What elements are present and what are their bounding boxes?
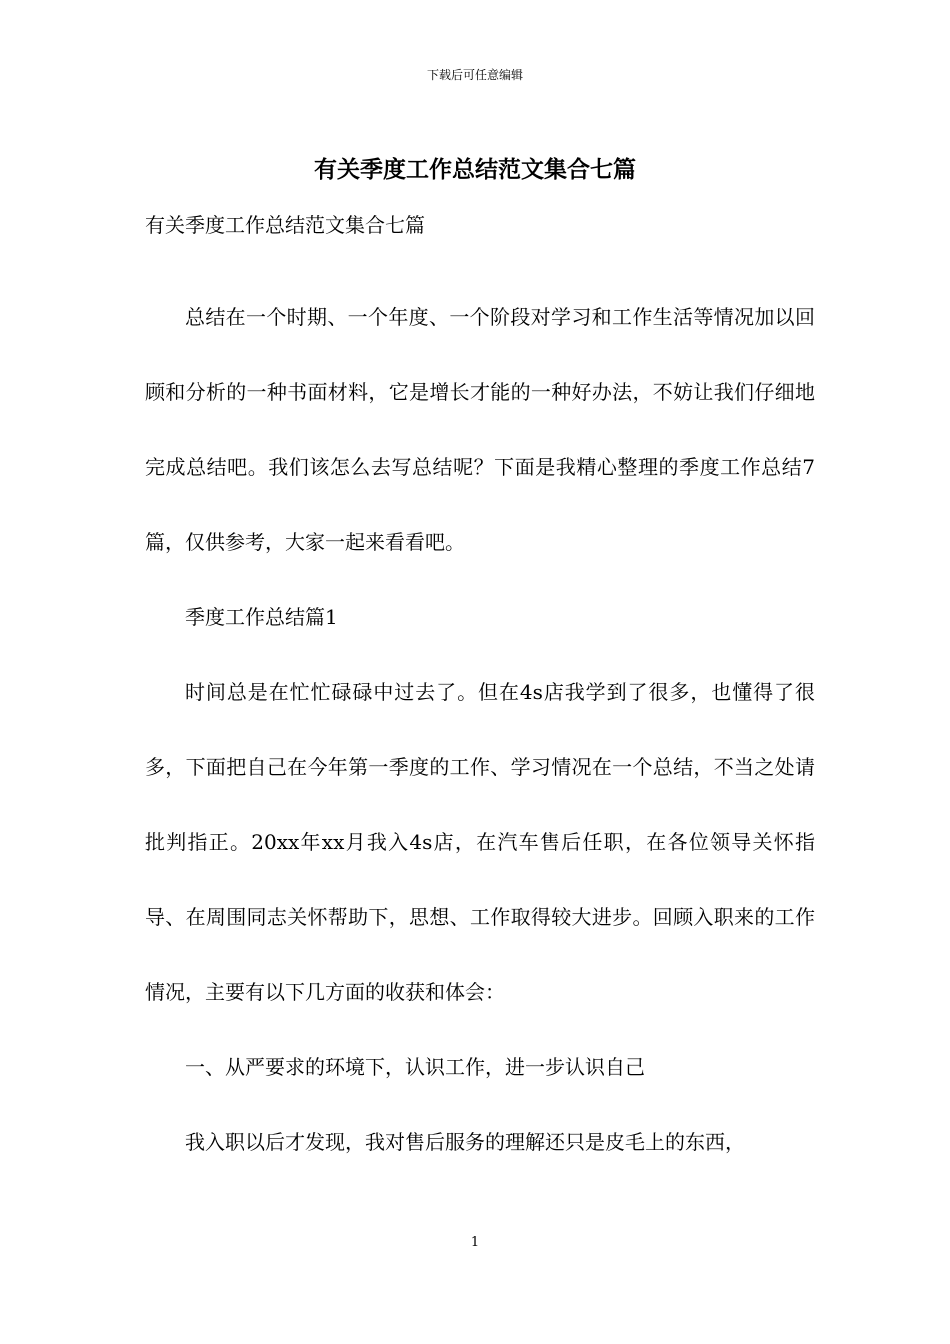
subsection-heading: 一、从严要求的环境下，认识工作，进一步认识自己 — [185, 1055, 645, 1079]
body-paragraph: 我入职以后才发现，我对售后服务的理解还只是皮毛上的东西， — [185, 1130, 745, 1154]
header-note: 下载后可任意编辑 — [426, 68, 523, 82]
page-number: 1 — [470, 1235, 480, 1250]
document-body — [145, 280, 815, 1180]
body-paragraph: 时间总是在忙忙碌碌中过去了。但在4s店我学到了很多，也懂得了很多，下面把自己在今年第一季度的工作、学习情况在一个总结，不当之处请批判指正。20xx年xx月我入4s店，在汽车售后任职，在各位领导关怀指导、在周围同志关怀帮助下，思想、工作取得较大进步。回顾入职来的工作情况，主要有以下几方面的收获和体会： — [145, 680, 815, 1004]
document-subtitle: 有关季度工作总结范文集合七篇 — [145, 213, 425, 237]
section-heading: 季度工作总结篇1 — [185, 605, 338, 629]
document-title: 有关季度工作总结范文集合七篇 — [314, 156, 636, 183]
intro-paragraph: 总结在一个时期、一个年度、一个阶段对学习和工作生活等情况加以回顾和分析的一种书面材料，它是增长才能的一种好办法，不妨让我们仔细地完成总结吧。我们该怎么去写总结呢？下面是我精心整理的季度工作总结7篇，仅供参考，大家一起来看看吧。 — [145, 305, 815, 554]
